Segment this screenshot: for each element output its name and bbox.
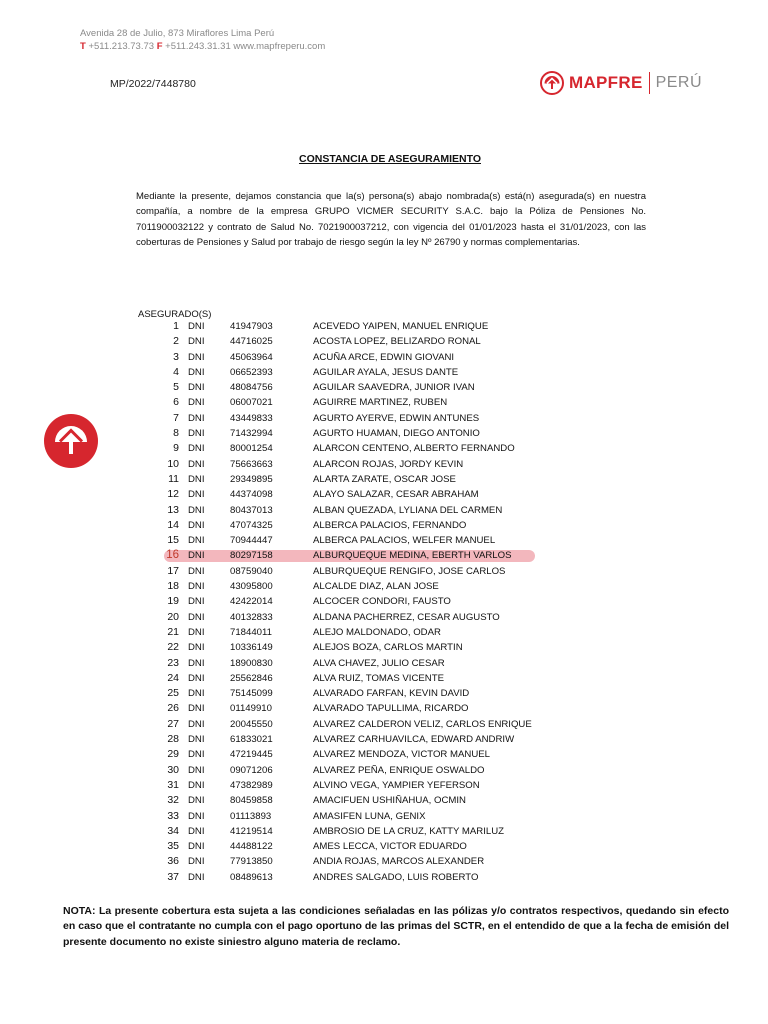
row-number: 26 xyxy=(167,702,179,715)
insured-row xyxy=(0,457,768,472)
document-number: 61833021 xyxy=(230,734,273,746)
insured-row xyxy=(0,487,768,502)
document-number: 47382989 xyxy=(230,779,273,791)
document-type: DNI xyxy=(188,764,205,776)
document-type: DNI xyxy=(188,718,205,730)
document-type: DNI xyxy=(188,565,205,577)
insured-name: AMASIFEN LUNA, GENIX xyxy=(313,810,426,822)
insured-name: AGUIRRE MARTINEZ, RUBEN xyxy=(313,397,448,409)
insured-name: ANDRES SALGADO, LUIS ROBERTO xyxy=(313,871,479,883)
row-number: 21 xyxy=(167,625,179,638)
insured-name: AGUILAR AYALA, JESUS DANTE xyxy=(313,366,459,378)
row-number: 25 xyxy=(167,687,179,700)
document-number: 08759040 xyxy=(230,565,273,577)
row-number: 32 xyxy=(167,794,179,807)
insured-row xyxy=(0,763,768,778)
phone-number: +511.213.73.73 xyxy=(88,41,155,52)
brand-divider xyxy=(649,72,650,94)
contact-line xyxy=(80,40,325,53)
insured-table-header: ASEGURADO(S) xyxy=(138,309,212,320)
insured-row xyxy=(0,594,768,609)
document-type: DNI xyxy=(188,535,205,547)
row-number: 23 xyxy=(167,656,179,669)
document-number: 45063964 xyxy=(230,351,273,363)
document-reference: MP/2022/7448780 xyxy=(110,78,196,90)
row-number: 2 xyxy=(173,335,179,348)
document-number: 80437013 xyxy=(230,504,273,516)
intro-paragraph: Mediante la presente, dejamos constancia que la(s) persona(s) abajo nombrada(s) está(n) asegurada(s) en nuestra compañía, a nombre de la empresa GRUPO VICMER SECURITY S.A.C. bajo la Póliza de Pensiones No. 7011900032122 y contrato de Salud No. 7021900037212, con vigencia del 01/01/2023 hasta el 31/01/2023, con las coberturas de Pensiones y Salud por trabajo de riesgo según la ley Nº 26790 y normas complementarias. xyxy=(136,191,646,248)
row-number: 3 xyxy=(173,350,179,363)
insured-row xyxy=(0,656,768,671)
row-number: 9 xyxy=(173,442,179,455)
document-number: 77913850 xyxy=(230,856,273,868)
insured-row xyxy=(0,854,768,869)
insured-row xyxy=(0,671,768,686)
document-number: 29349895 xyxy=(230,473,273,485)
insured-row xyxy=(0,395,768,410)
insured-name: ALVARADO TAPULLIMA, RICARDO xyxy=(313,703,469,715)
insured-row xyxy=(0,564,768,579)
document-number: 08489613 xyxy=(230,871,273,883)
insured-name: ALBERCA PALACIOS, FERNANDO xyxy=(313,519,467,531)
brand-name: MAPFRE xyxy=(569,73,643,92)
nota-paragraph xyxy=(63,904,729,950)
document-number: 44488122 xyxy=(230,841,273,853)
insured-name: ALCOCER CONDORI, FAUSTO xyxy=(313,596,451,608)
mapfre-side-logo-icon xyxy=(43,413,99,469)
document-number: 80001254 xyxy=(230,443,273,455)
row-number: 27 xyxy=(167,717,179,730)
insured-name: AMACIFUEN USHIÑAHUA, OCMIN xyxy=(313,795,466,807)
insured-name: AMBROSIO DE LA CRUZ, KATTY MARILUZ xyxy=(313,825,505,837)
row-number: 5 xyxy=(173,381,179,394)
insured-name: ALEJO MALDONADO, ODAR xyxy=(313,626,441,638)
document-number: 75145099 xyxy=(230,688,273,700)
row-number: 1 xyxy=(173,320,179,332)
row-number: 10 xyxy=(167,457,179,470)
insured-row xyxy=(0,778,768,793)
insured-name: ALBURQUEQUE MEDINA, EBERTH VARLOS xyxy=(313,550,512,562)
insured-row xyxy=(0,334,768,349)
fax-prefix: F xyxy=(156,41,163,52)
document-number: 09071206 xyxy=(230,764,273,776)
document-type: DNI xyxy=(188,703,205,715)
insured-name: ALBERCA PALACIOS, WELFER MANUEL xyxy=(313,535,496,547)
address-line: Avenida 28 de Julio, 873 Miraflores Lima Perú xyxy=(80,28,275,39)
document-number: 43095800 xyxy=(230,581,273,593)
document-number: 44374098 xyxy=(230,489,273,501)
insured-name: ALVAREZ CALDERON VELIZ, CARLOS ENRIQUE xyxy=(313,718,532,730)
insured-row xyxy=(0,548,768,563)
document-number: 01113893 xyxy=(230,810,272,822)
row-number: 34 xyxy=(167,824,179,837)
row-number: 31 xyxy=(167,778,179,791)
document-type: DNI xyxy=(188,749,205,761)
document-type: DNI xyxy=(188,779,205,791)
row-number: 11 xyxy=(168,472,179,485)
insured-row xyxy=(0,319,768,334)
insured-row xyxy=(0,533,768,548)
document-type: DNI xyxy=(188,336,205,348)
document-number: 43449833 xyxy=(230,412,273,424)
insured-name: ALVAREZ PEÑA, ENRIQUE OSWALDO xyxy=(313,764,485,776)
document-type: DNI xyxy=(188,504,205,516)
document-number: 71844011 xyxy=(230,626,272,638)
insured-name: ACEVEDO YAIPEN, MANUEL ENRIQUE xyxy=(313,321,489,332)
insured-name: ALBURQUEQUE RENGIFO, JOSE CARLOS xyxy=(313,565,506,577)
document-number: 48084756 xyxy=(230,382,273,394)
document-type: DNI xyxy=(188,382,205,394)
document-number: 41947903 xyxy=(230,321,273,332)
mapfre-brand xyxy=(540,69,702,97)
insured-row xyxy=(0,380,768,395)
document-type: DNI xyxy=(188,734,205,746)
brand-country: PERÚ xyxy=(655,74,703,91)
insured-row xyxy=(0,365,768,380)
insured-name: ALARCON ROJAS, JORDY KEVIN xyxy=(313,458,464,470)
document-type: DNI xyxy=(188,351,205,363)
insured-name: ALDANA PACHERREZ, CESAR AUGUSTO xyxy=(313,611,500,623)
insured-row xyxy=(0,441,768,456)
document-number: 40132833 xyxy=(230,611,273,623)
row-number: 12 xyxy=(167,488,179,501)
insured-row xyxy=(0,472,768,487)
insured-row xyxy=(0,824,768,839)
insured-row xyxy=(0,350,768,365)
insured-row xyxy=(0,717,768,732)
document-number: 44716025 xyxy=(230,336,273,348)
row-number: 16 xyxy=(166,549,179,562)
document-type: DNI xyxy=(188,795,205,807)
insured-name: ALARCON CENTENO, ALBERTO FERNANDO xyxy=(313,443,515,455)
insured-row xyxy=(0,426,768,441)
insured-name: ALCALDE DIAZ, ALAN JOSE xyxy=(313,581,439,593)
insured-name: ACUÑA ARCE, EDWIN GIOVANI xyxy=(313,351,455,363)
phone-prefix: T xyxy=(80,41,86,52)
row-number: 37 xyxy=(167,870,179,883)
document-number: 70944447 xyxy=(230,535,273,547)
document-number: 41219514 xyxy=(230,825,273,837)
insured-name: ALARTA ZARATE, OSCAR JOSE xyxy=(313,473,456,485)
insured-row xyxy=(0,732,768,747)
insured-name: ALAYO SALAZAR, CESAR ABRAHAM xyxy=(313,489,479,501)
row-number: 22 xyxy=(167,641,179,654)
row-number: 24 xyxy=(167,671,179,684)
row-number: 28 xyxy=(167,733,179,746)
insured-row xyxy=(0,839,768,854)
document-type: DNI xyxy=(188,810,205,822)
document-type: DNI xyxy=(188,550,205,562)
row-number: 30 xyxy=(167,763,179,776)
row-number: 8 xyxy=(173,427,179,440)
document-number: 47219445 xyxy=(230,749,273,761)
document-number: 06007021 xyxy=(230,397,273,409)
row-number: 18 xyxy=(167,580,179,593)
insured-name: ALVAREZ MENDOZA, VICTOR MANUEL xyxy=(313,749,490,761)
document-type: DNI xyxy=(188,489,205,501)
document-number: 06652393 xyxy=(230,366,273,378)
insured-name: ALEJOS BOZA, CARLOS MARTIN xyxy=(313,642,463,654)
document-type: DNI xyxy=(188,626,205,638)
insured-row xyxy=(0,411,768,426)
document-number: 47074325 xyxy=(230,519,273,531)
insured-list xyxy=(0,319,768,885)
document-type: DNI xyxy=(188,397,205,409)
insured-name: ANDIA ROJAS, MARCOS ALEXANDER xyxy=(313,856,485,868)
document-type: DNI xyxy=(188,841,205,853)
document-number: 20045550 xyxy=(230,718,273,730)
document-number: 18900830 xyxy=(230,657,273,669)
document-title: CONSTANCIA DE ASEGURAMIENTO xyxy=(298,153,481,165)
insured-row xyxy=(0,518,768,533)
row-number: 36 xyxy=(167,855,179,868)
document-number: 71432994 xyxy=(230,428,273,440)
document-type: DNI xyxy=(188,458,205,470)
document-number: 10336149 xyxy=(230,642,273,654)
insured-row xyxy=(0,809,768,824)
insured-row xyxy=(0,503,768,518)
insured-row xyxy=(0,701,768,716)
document-type: DNI xyxy=(188,672,205,684)
nota-text: La presente cobertura esta sujeta a las condiciones señaladas en las pólizas y/o contratos respectivos, quedando sin efecto en caso que el contratante no cumpla con el pago oportuno de las primas del SCTR, en el entendido de que a la fecha de emisión del presente documento no existe siniestro alguno materia de reclamo. xyxy=(63,905,729,948)
insured-row xyxy=(0,625,768,640)
document-number: 42422014 xyxy=(230,596,273,608)
fax-and-website: +511.243.31.31 www.mapfreperu.com xyxy=(165,41,326,52)
insured-row xyxy=(0,686,768,701)
document-type: DNI xyxy=(188,366,205,378)
insured-name: ALVINO VEGA, YAMPIER YEFERSON xyxy=(313,779,480,791)
document-type: DNI xyxy=(188,473,205,485)
document-number: 80297158 xyxy=(230,550,273,562)
document-type: DNI xyxy=(188,871,205,883)
document-type: DNI xyxy=(188,611,205,623)
company-address xyxy=(80,27,325,53)
insured-name: ACOSTA LOPEZ, BELIZARDO RONAL xyxy=(313,336,481,348)
document-type: DNI xyxy=(188,443,205,455)
document-type: DNI xyxy=(188,412,205,424)
insured-name: AGUILAR SAAVEDRA, JUNIOR IVAN xyxy=(313,382,475,394)
document-type: DNI xyxy=(188,856,205,868)
row-number: 17 xyxy=(167,564,179,577)
mapfre-logo-icon xyxy=(540,71,564,95)
insured-row xyxy=(0,640,768,655)
row-number: 15 xyxy=(167,534,179,547)
insured-name: ALVA CHAVEZ, JULIO CESAR xyxy=(313,657,445,669)
document-type: DNI xyxy=(188,428,205,440)
insured-row xyxy=(0,610,768,625)
document-number: 01149910 xyxy=(230,703,272,715)
document-type: DNI xyxy=(188,321,205,332)
row-number: 33 xyxy=(167,809,179,822)
insured-name: AMES LECCA, VICTOR EDUARDO xyxy=(313,841,467,853)
insured-name: ALVAREZ CARHUAVILCA, EDWARD ANDRIW xyxy=(313,734,515,746)
document-type: DNI xyxy=(188,657,205,669)
document-type: DNI xyxy=(188,642,205,654)
insured-row xyxy=(0,870,768,885)
row-number: 13 xyxy=(167,503,179,516)
document-type: DNI xyxy=(188,519,205,531)
document-number: 75663663 xyxy=(230,458,273,470)
document-type: DNI xyxy=(188,688,205,700)
nota-label: NOTA: xyxy=(63,905,96,917)
document-type: DNI xyxy=(188,596,205,608)
row-number: 6 xyxy=(173,396,179,409)
row-number: 19 xyxy=(167,595,179,608)
document-number: 80459858 xyxy=(230,795,273,807)
row-number: 4 xyxy=(173,365,179,378)
insured-name: ALBAN QUEZADA, LYLIANA DEL CARMEN xyxy=(313,504,503,516)
document-type: DNI xyxy=(188,581,205,593)
insured-row xyxy=(0,747,768,762)
insured-name: AGURTO AYERVE, EDWIN ANTUNES xyxy=(313,412,480,424)
insured-name: ALVARADO FARFAN, KEVIN DAVID xyxy=(313,688,470,700)
row-number: 14 xyxy=(167,518,179,531)
row-number: 35 xyxy=(167,840,179,853)
row-number: 29 xyxy=(167,748,179,761)
insured-row xyxy=(0,793,768,808)
insured-name: ALVA RUIZ, TOMAS VICENTE xyxy=(313,672,444,684)
document-type: DNI xyxy=(188,825,205,837)
insured-row xyxy=(0,579,768,594)
row-number: 20 xyxy=(167,610,179,623)
row-number: 7 xyxy=(173,411,179,424)
insured-name: AGURTO HUAMAN, DIEGO ANTONIO xyxy=(313,428,480,440)
document-number: 25562846 xyxy=(230,672,273,684)
